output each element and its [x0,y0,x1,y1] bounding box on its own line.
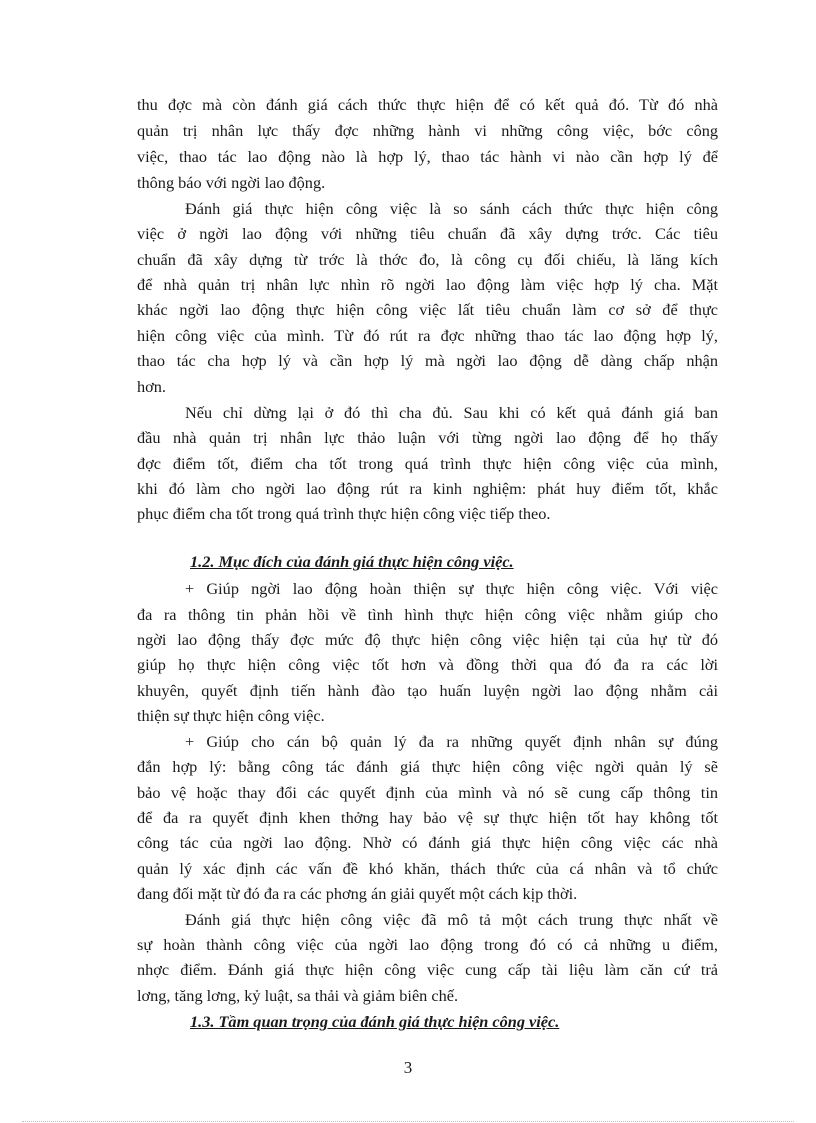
section-heading-1-3: 1.3. Tầm quan trọng của đánh giá thực hiện công việc. [190,1012,560,1031]
body-line: hơn. [137,377,166,396]
body-line: quản lý xác định các vấn đề khó khăn, thách thức của cá nhân và tổ chức [137,859,718,878]
body-line: việc ở ngời lao động với những tiêu chuẩn đã xây dựng trớc. Các tiêu [137,224,718,243]
body-line: để nhà quản trị nhân lực nhìn rõ ngời lao động làm việc hợp lý cha. Mặt [137,275,718,294]
body-line: thông báo với ngời lao động. [137,173,326,192]
section-heading-1-2: 1.2. Mục đích của đánh giá thực hiện công việc. [190,552,514,571]
paragraph-first-line: + Giúp ngời lao động hoàn thiện sự thực hiện công việc. Với việc [185,579,718,598]
body-line: khuyên, quyết định tiến hành đào tạo huấn luyện ngời lao động nhằm cải [137,681,718,700]
body-line: việc, thao tác lao động nào là hợp lý, thao tác hành vi nào cần hợp lý để [137,147,718,166]
body-line: quản trị nhân lực thấy đợc những hành vi những công việc, bớc công [137,121,718,140]
body-line: chuẩn đã xây dựng từ trớc là thớc đo, là công cụ đối chiếu, là lăng kích [137,250,718,269]
paragraph-first-line: Nếu chỉ dừng lại ở đó thì cha đủ. Sau khi có kết quả đánh giá ban [185,403,718,422]
paragraph-first-line: Đánh giá thực hiện công việc đã mô tả một cách trung thực nhất về [185,910,718,929]
body-line: thao tác cha hợp lý và cần hợp lý mà ngời lao động dễ dàng chấp nhận [137,351,718,370]
body-line: thu đợc mà còn đánh giá cách thức thực hiện để có kết quả đó. Từ đó nhà [137,95,718,114]
paragraph-first-line: Đánh giá thực hiện công việc là so sánh cách thức thực hiện công [185,199,718,218]
body-line: phục điểm cha tốt trong quá trình thực hiện công việc tiếp theo. [137,504,551,523]
body-line: để đa ra quyết định khen thởng hay bảo vệ sự thực hiện tốt hay không tốt [137,808,718,827]
body-line: giúp họ thực hiện công việc tốt hơn và đồng thời qua đó đa ra các lời [137,655,718,674]
page-bottom-divider [22,1121,794,1122]
body-line: ngời lao động thấy đợc mức độ thực hiện công việc hiện tại của hự từ đó [137,630,718,649]
body-line: đa ra thông tin phản hồi về tình hình thực hiện công việc nhằm giúp cho [137,605,718,624]
body-line: lơng, tăng lơng, kỷ luật, sa thải và giảm biên chế. [137,986,459,1005]
body-line: đợc điểm tốt, điểm cha tốt trong quá trình thực hiện công việc của mình, [137,454,718,473]
body-line: bảo vệ hoặc thay đổi các quyết định của mình và nó sẽ cung cấp thông tin [137,783,718,802]
body-line: sự hoàn thành công việc của ngời lao động trong đó có cả những u điểm, [137,935,718,954]
body-line: khác ngời lao động thực hiện công việc lất tiêu chuẩn làm cơ sở để thực [137,300,718,319]
body-line: thiện sự thực hiện công việc. [137,706,325,725]
body-line: khi đó làm cho ngời lao động rút ra kinh nghiệm: phát huy điểm tốt, khắc [137,479,718,498]
body-line: công tác của ngời lao động. Nhờ có đánh giá thực hiện công việc các nhà [137,833,718,852]
body-line: đầu nhà quản trị nhân lực thảo luận với từng ngời lao động để họ thấy [137,428,718,447]
body-line: đắn hợp lý: bằng công tác đánh giá thực hiện công việc ngời quản lý sẽ [137,757,718,776]
paragraph-first-line: + Giúp cho cán bộ quản lý đa ra những quyết định nhân sự đúng [185,732,718,751]
body-line: đang đối mặt từ đó đa ra các phơng án giải quyết một cách kịp thời. [137,884,578,903]
body-line: hiện công việc của mình. Từ đó rút ra đợc những thao tác lao động hợp lý, [137,326,718,345]
page-number: 3 [403,1058,413,1077]
body-line: nhợc điểm. Đánh giá thực hiện công việc cung cấp tài liệu làm căn cứ trả [137,960,718,979]
